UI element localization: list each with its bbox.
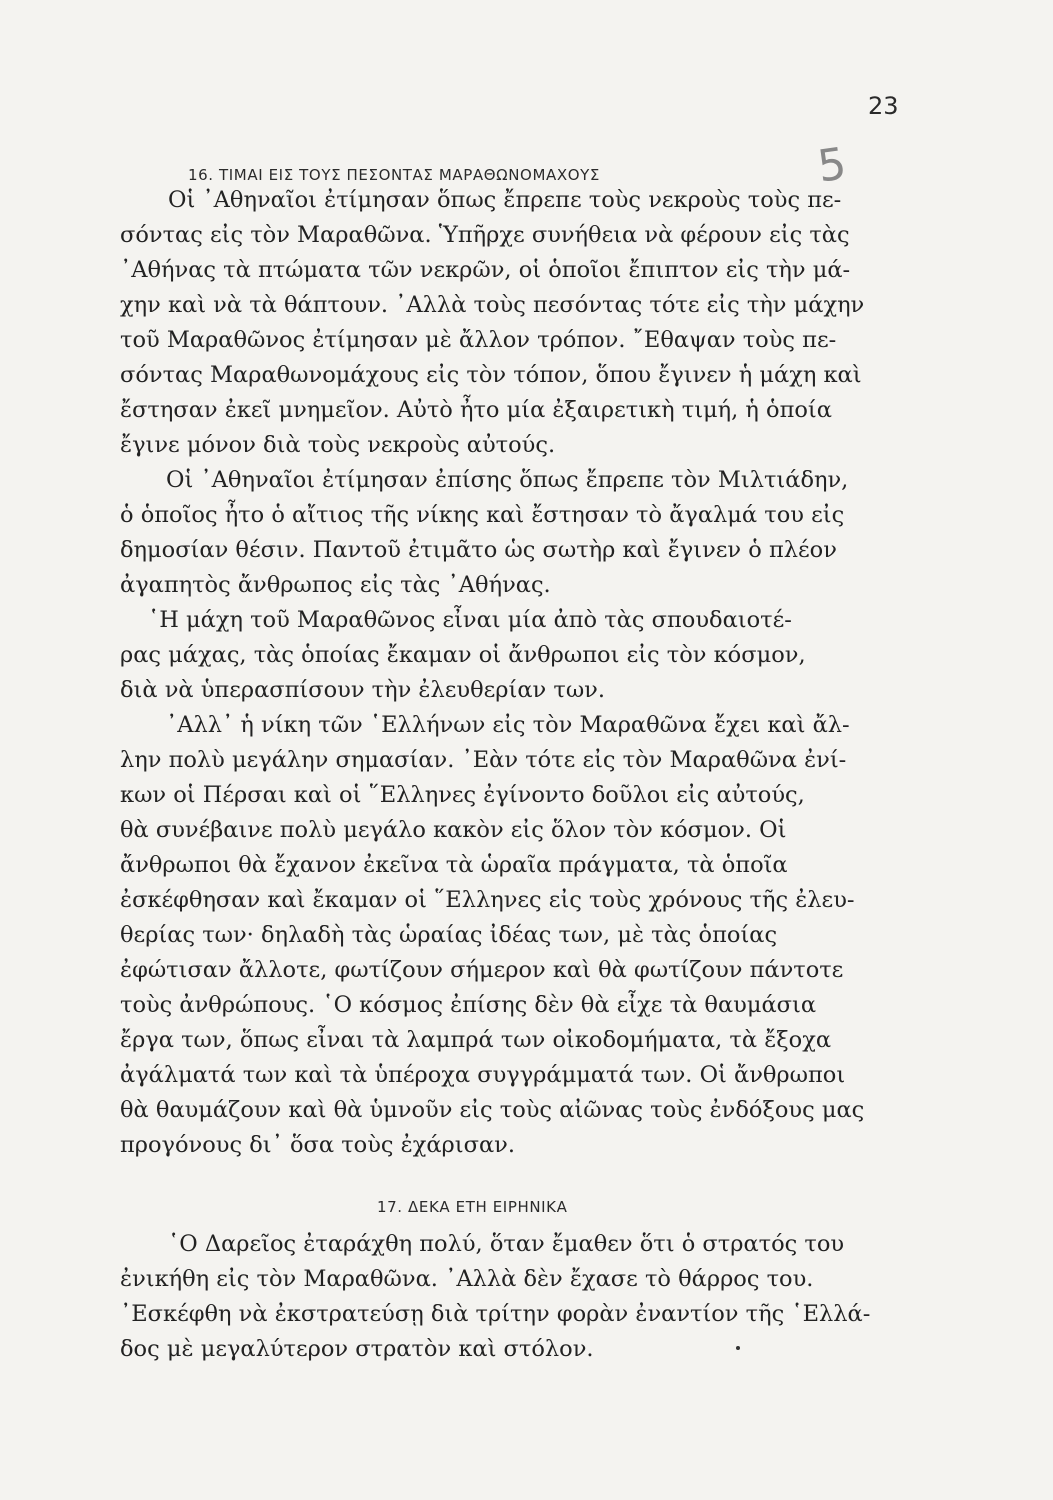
text-line: ὁ ὁποῖος ἦτο ὁ αἴτιος τῆς νίκης καὶ ἔστησαν τὸ ἄγαλμά του εἰς (120, 502, 845, 528)
text-line: ῾Ο Δαρεῖος ἐταράχθη πολύ, ὅταν ἔμαθεν ὅτι ὁ στρατός του (168, 1231, 845, 1257)
text-line: θὰ συνέβαινε πολὺ μεγάλο κακὸν εἰς ὅλον τὸν κόσμον. Οἱ (120, 817, 787, 843)
text-line: ἐσκέφθησαν καὶ ἔκαμαν οἱ ῞Ελληνες εἰς τοὺς χρόνους τῆς ἐλευ- (120, 887, 855, 913)
text-line: ἔστησαν ἐκεῖ μνημεῖον. Αὐτὸ ἦτο μία ἐξαιρετικὴ τιμή, ἡ ὁποία (120, 397, 832, 423)
page-number: 23 (868, 92, 899, 120)
text-line: χην καὶ νὰ τὰ θάπτουν. ᾿Αλλὰ τοὺς πεσόντας τότε εἰς τὴν μάχην (120, 292, 865, 318)
text-line: τοῦ Μαραθῶνος ἐτίμησαν μὲ ἄλλον τρόπον. ῎Εθαψαν τοὺς πε- (120, 327, 837, 353)
text-line: ἐνικήθη εἰς τὸν Μαραθῶνα. ᾿Αλλὰ δὲν ἔχασε τὸ θάρρος του. (120, 1266, 814, 1292)
text-line: θὰ θαυμάζουν καὶ θὰ ὑμνοῦν εἰς τοὺς αἰῶνας τοὺς ἐνδόξους μας (120, 1097, 865, 1123)
text-line: διὰ νὰ ὑπερασπίσουν τὴν ἐλευθερίαν των. (120, 677, 605, 703)
text-line: κων οἱ Πέρσαι καὶ οἱ ῞Ελληνες ἐγίνοντο δοῦλοι εἰς αὐτούς, (120, 782, 805, 808)
text-line: ἀγάλματά των καὶ τὰ ὑπέροχα συγγράμματά των. Οἱ ἄνθρωποι (120, 1062, 846, 1088)
text-line: τοὺς ἀνθρώπους. ῾Ο κόσμος ἐπίσης δὲν θὰ εἶχε τὰ θαυμάσια (120, 992, 817, 1018)
text-line: ἔργα των, ὅπως εἶναι τὰ λαμπρά των οἰκοδομήματα, τὰ ἔξοχα (120, 1027, 832, 1053)
text-line: ᾿Αλλ᾿ ἡ νίκη τῶν ῾Ελλήνων εἰς τὸν Μαραθῶνα ἔχει καὶ ἄλ- (166, 712, 850, 738)
text-line: Οἱ ᾿Αθηναῖοι ἐτίμησαν ὅπως ἔπρεπε τοὺς νεκροὺς τοὺς πε- (168, 187, 842, 213)
handwritten-mark: 5 (814, 138, 850, 193)
text-line: προγόνους δι᾿ ὅσα τοὺς ἐχάρισαν. (120, 1132, 515, 1158)
text-line: ρας μάχας, τὰς ὁποίας ἔκαμαν οἱ ἄνθρωποι εἰς τὸν κόσμον, (120, 642, 806, 668)
text-line: ᾿Αθήνας τὰ πτώματα τῶν νεκρῶν, οἱ ὁποῖοι ἔπιπτον εἰς τὴν μά- (120, 257, 851, 283)
text-line: λην πολὺ μεγάλην σημασίαν. ᾿Εὰν τότε εἰς τὸν Μαραθῶνα ἐνί- (120, 747, 847, 773)
text-line: ἔγινε μόνον διὰ τοὺς νεκροὺς αὐτούς. (120, 432, 556, 458)
text-line: σόντας Μαραθωνομάχους εἰς τὸν τόπον, ὅπου ἔγινεν ἡ μάχη καὶ (120, 362, 862, 388)
text-line: σόντας εἰς τὸν Μαραθῶνα. Ὑπῆρχε συνήθεια νὰ φέρουν εἰς τὰς (120, 222, 850, 248)
text-line: ῾Η μάχη τοῦ Μαραθῶνος εἶναι μία ἀπὸ τὰς σπουδαιοτέ- (148, 607, 792, 633)
text-line: Οἱ ᾿Αθηναῖοι ἐτίμησαν ἐπίσης ὅπως ἔπρεπε τὸν Μιλτιάδην, (166, 467, 849, 493)
section-16-heading: 16. ΤΙΜΑΙ ΕΙΣ ΤΟΥΣ ΠΕΣΟΝΤΑΣ ΜΑΡΑΘΩΝΟΜΑΧΟΥΣ (188, 166, 600, 184)
text-line: ἐφώτισαν ἄλλοτε, φωτίζουν σήμερον καὶ θὰ φωτίζουν πάντοτε (120, 957, 844, 983)
text-line: δος μὲ μεγαλύτερον στρατὸν καὶ στόλον. (120, 1336, 594, 1362)
ink-dot (736, 1346, 740, 1350)
section-17-heading: 17. ΔΕΚΑ ΕΤΗ ΕΙΡΗΝΙΚΑ (377, 1198, 568, 1216)
text-line: θερίας των· δηλαδὴ τὰς ὡραίας ἰδέας των, μὲ τὰς ὁποίας (120, 922, 778, 948)
text-line: ᾿Εσκέφθη νὰ ἐκστρατεύσῃ διὰ τρίτην φορὰν ἐναντίον τῆς ῾Ελλά- (120, 1301, 871, 1327)
text-line: δημοσίαν θέσιν. Παντοῦ ἐτιμᾶτο ὡς σωτὴρ καὶ ἔγινεν ὁ πλέον (120, 537, 837, 563)
text-line: ἀγαπητὸς ἄνθρωπος εἰς τὰς ᾿Αθήνας. (120, 572, 551, 598)
text-line: ἄνθρωποι θὰ ἔχανον ἐκεῖνα τὰ ὡραῖα πράγματα, τὰ ὁποῖα (120, 852, 788, 878)
